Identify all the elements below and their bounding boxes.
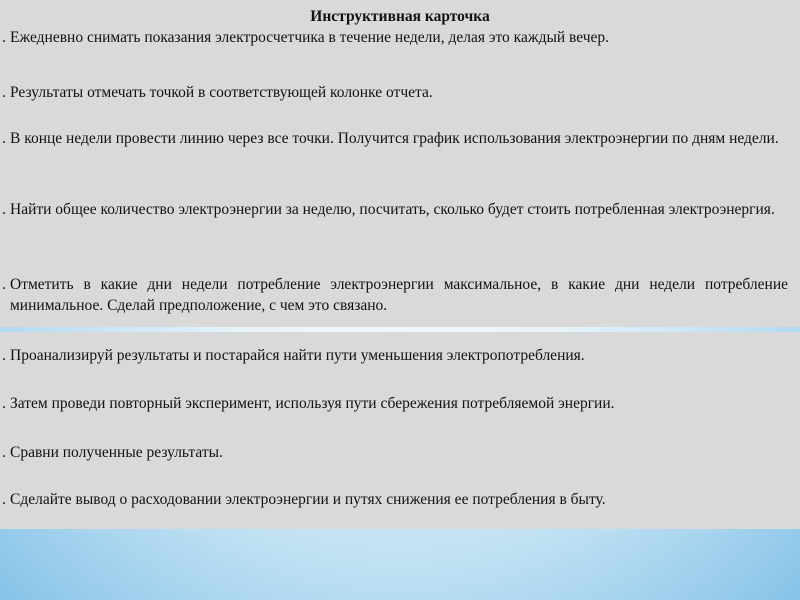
bullet-marker: . [2,395,6,412]
instruction-item-6 [4,345,788,366]
bullet-marker: . [2,444,6,461]
instruction-text-7: Затем проведи повторный эксперимент, используя пути сбережения потребляемой энергии. [10,395,615,412]
bullet-marker: . [2,201,6,218]
card-title: Инструктивная карточка [310,8,490,25]
instruction-text-8: Сравни полученные результаты. [10,444,223,461]
bullet-marker: . [2,491,6,508]
instruction-text-2: Результаты отмечать точкой в соответствующей колонке отчета. [10,84,433,101]
instruction-item-3 [4,128,788,149]
instruction-item-5 [4,274,788,316]
instruction-text-4: Найти общее количество электроэнергии за неделю, посчитать, сколько будет стоить потребленная электроэнергия. [10,201,775,218]
instruction-text-3: В конце недели провести линию через все точки. Получится график использования электроэнергии по дням недели. [10,130,779,147]
instruction-text-5: Отметить в какие дни недели потребление электроэнергии максимальное, в какие дни недели потребление минимальное. Сделай предположение, с чем это связано. [10,276,788,314]
instruction-item-7 [4,393,788,414]
instruction-item-1 [4,27,788,48]
instruction-item-2 [4,82,788,103]
instruction-item-8 [4,442,788,463]
instruction-text-1: Ежедневно снимать показания электросчетчика в течение недели, делая это каждый вечер. [10,29,610,46]
bullet-marker: . [2,347,6,364]
instruction-item-4 [4,199,788,220]
instruction-text-9: Сделайте вывод о расходовании электроэнергии и путях снижения ее потребления в быту. [10,491,606,508]
bullet-marker: . [2,130,6,147]
instruction-text-6: Проанализируй результаты и постарайся найти пути уменьшения электропотребления. [10,347,585,364]
bullet-marker: . [2,29,6,46]
bullet-marker: . [2,276,6,293]
bullet-marker: . [2,84,6,101]
instruction-item-9 [4,489,788,510]
